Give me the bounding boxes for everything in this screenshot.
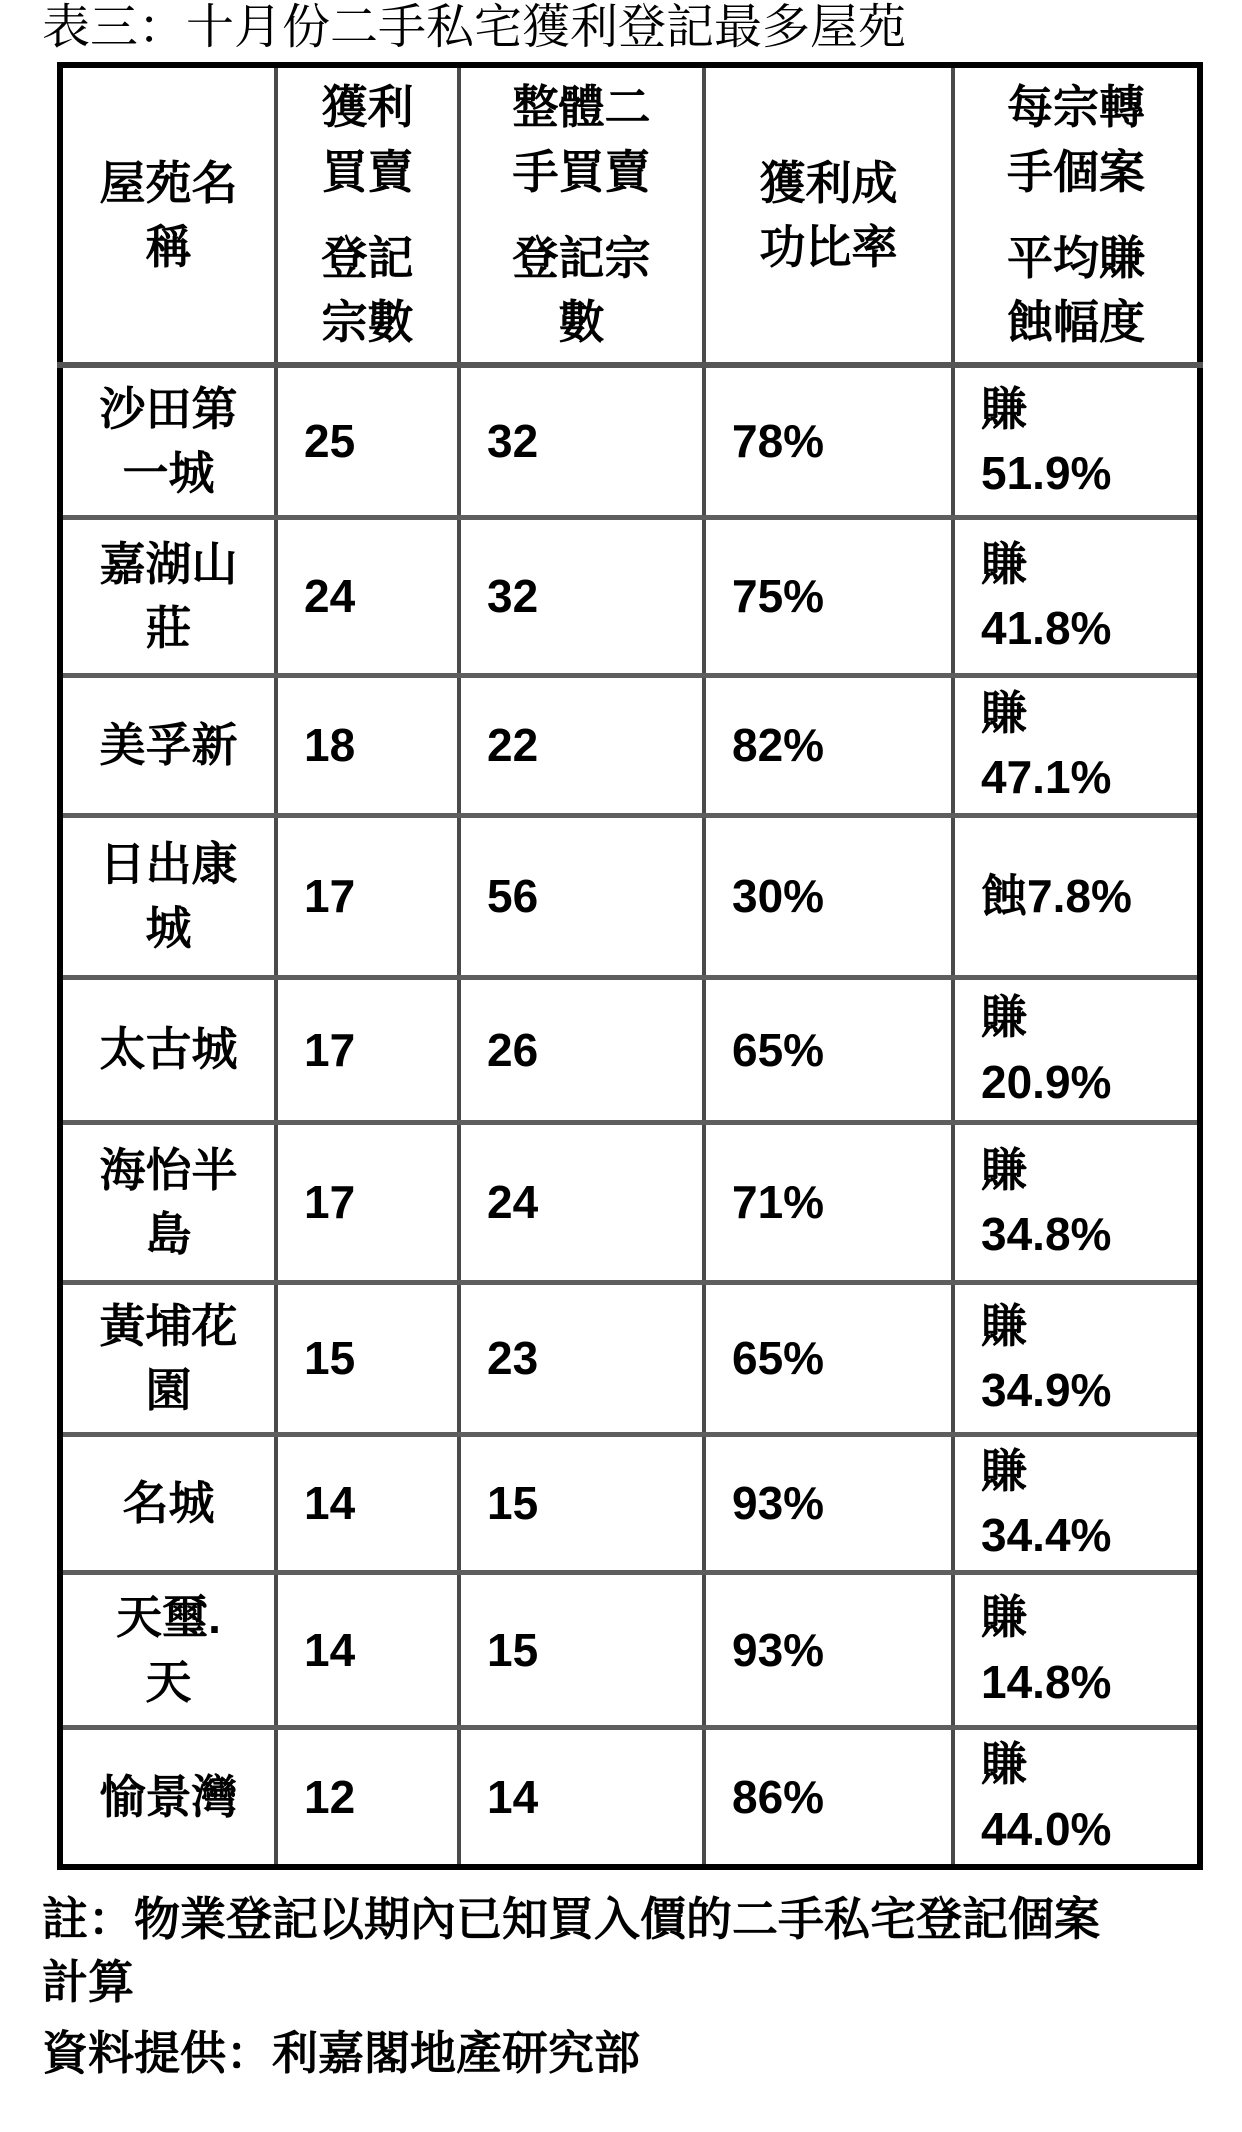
table-row — [60, 517, 1200, 675]
cell-line: 獲利 — [321, 81, 414, 134]
estates-table — [57, 62, 1203, 1870]
header-cell-avg-change — [953, 65, 1200, 365]
cell-line: 平均賺 — [1007, 232, 1145, 284]
header-cell-success-rate — [704, 65, 953, 365]
cell-line: 城 — [145, 902, 192, 954]
profit-count-cell: 12 — [276, 1727, 459, 1867]
profit-count-cell: 18 — [276, 675, 459, 815]
cell-line: 51.9% — [981, 447, 1112, 500]
avg-change-cell — [953, 1434, 1200, 1572]
avg-change-cell — [953, 1572, 1200, 1727]
estate-name-cell — [60, 365, 276, 517]
cell-line: 天 — [145, 1655, 192, 1708]
avg-change-cell — [953, 1122, 1200, 1282]
cell-line: 賺 — [981, 382, 1027, 435]
table-row — [60, 1727, 1200, 1867]
cell-line: 愉景灣 — [99, 1770, 238, 1823]
success-rate-cell: 75% — [704, 517, 953, 675]
success-rate-cell: 93% — [704, 1572, 953, 1727]
table-body — [60, 365, 1200, 1867]
cell-line: 47.1% — [981, 751, 1112, 803]
cell-line: 14.8% — [981, 1655, 1112, 1708]
page-title: 表三：十月份二手私宅獲利登記最多屋苑 — [42, 1, 907, 54]
avg-change-cell — [953, 815, 1200, 977]
cell-line: 沙田第 — [99, 382, 238, 435]
cell-line: 蝕幅度 — [1007, 296, 1145, 349]
table-row — [60, 1572, 1200, 1727]
table-row — [60, 815, 1200, 977]
cell-line: 登記宗 — [512, 232, 651, 284]
table-row — [60, 1282, 1200, 1434]
profit-count-cell: 25 — [276, 365, 459, 517]
cell-line: 34.8% — [981, 1208, 1112, 1260]
total-count-cell: 32 — [459, 365, 704, 517]
cell-line: 手買賣 — [512, 145, 651, 198]
estate-name-cell — [60, 517, 276, 675]
total-count-cell: 56 — [459, 815, 704, 977]
cell-line: 手個案 — [1007, 145, 1145, 198]
cell-line: 賺 — [981, 1143, 1027, 1196]
profit-count-cell: 14 — [276, 1434, 459, 1572]
total-count-cell: 14 — [459, 1727, 704, 1867]
profit-count-cell: 17 — [276, 977, 459, 1122]
success-rate-cell: 78% — [704, 365, 953, 517]
header-cell-estate — [60, 65, 276, 365]
success-rate-cell: 65% — [704, 1282, 953, 1434]
table-row — [60, 675, 1200, 815]
profit-count-cell: 17 — [276, 815, 459, 977]
profit-count-cell: 24 — [276, 517, 459, 675]
cell-line: 一城 — [122, 447, 215, 500]
cell-line: 41.8% — [981, 602, 1112, 654]
estate-name-cell — [60, 977, 276, 1122]
header-cell-total-count — [459, 65, 704, 365]
success-rate-cell: 30% — [704, 815, 953, 977]
cell-line: 賺 — [981, 1738, 1027, 1791]
total-count-cell: 24 — [459, 1122, 704, 1282]
cell-line: 賺 — [981, 537, 1027, 590]
estate-name-cell — [60, 1282, 276, 1434]
header-paragraph — [461, 226, 702, 355]
total-count-cell: 26 — [459, 977, 704, 1122]
table-header-row — [60, 65, 1200, 365]
avg-change-cell — [953, 1727, 1200, 1867]
profit-count-cell: 17 — [276, 1122, 459, 1282]
estate-name-cell — [60, 1727, 276, 1867]
total-count-cell: 23 — [459, 1282, 704, 1434]
cell-line: 每宗轉 — [1007, 81, 1145, 134]
avg-change-cell — [953, 977, 1200, 1122]
table-row — [60, 1434, 1200, 1572]
estate-name-cell — [60, 1122, 276, 1282]
cell-line: 登記 — [321, 232, 414, 284]
cell-line: 天璽. — [116, 1591, 221, 1644]
source-note: 資料提供：利嘉閣地產研究部 — [42, 2026, 640, 2079]
success-rate-cell: 93% — [704, 1434, 953, 1572]
cell-line: 蝕7.8% — [981, 869, 1132, 922]
cell-line: 賺 — [981, 991, 1027, 1044]
cell-line: 賺 — [981, 1444, 1027, 1497]
table-row — [60, 977, 1200, 1122]
cell-line: 日出康 — [99, 837, 238, 890]
header-paragraph — [706, 151, 951, 280]
table-row — [60, 1122, 1200, 1282]
total-count-cell: 32 — [459, 517, 704, 675]
cell-line: 美孚新 — [99, 718, 238, 771]
header-paragraph — [955, 75, 1197, 204]
cell-line: 34.4% — [981, 1509, 1112, 1561]
cell-line: 賺 — [981, 1299, 1027, 1352]
cell-line: 宗數 — [321, 296, 414, 349]
avg-change-cell — [953, 517, 1200, 675]
success-rate-cell: 65% — [704, 977, 953, 1122]
cell-line: 島 — [145, 1208, 192, 1260]
total-count-cell: 22 — [459, 675, 704, 815]
cell-line: 黃埔花 — [99, 1299, 238, 1352]
avg-change-cell — [953, 675, 1200, 815]
success-rate-cell: 82% — [704, 675, 953, 815]
cell-line: 名城 — [122, 1476, 215, 1529]
estate-name-cell — [60, 675, 276, 815]
header-paragraph — [461, 75, 702, 204]
total-count-cell: 15 — [459, 1572, 704, 1727]
cell-line: 功比率 — [759, 221, 898, 273]
cell-line: 海怡半 — [99, 1143, 238, 1196]
footnote — [42, 1888, 1222, 2015]
cell-line: 賺 — [981, 686, 1027, 739]
cell-line: 34.9% — [981, 1364, 1112, 1416]
cell-line: 賺 — [981, 1591, 1027, 1644]
header-paragraph — [63, 151, 274, 280]
success-rate-cell: 71% — [704, 1122, 953, 1282]
cell-line: 稱 — [145, 221, 192, 273]
estate-name-cell — [60, 815, 276, 977]
header-paragraph — [955, 226, 1197, 355]
total-count-cell: 15 — [459, 1434, 704, 1572]
estate-name-cell — [60, 1572, 276, 1727]
cell-line: 44.0% — [981, 1802, 1112, 1855]
cell-line: 數 — [558, 296, 605, 349]
cell-line: 屋苑名 — [99, 156, 238, 209]
cell-line: 20.9% — [981, 1055, 1112, 1108]
profit-count-cell: 14 — [276, 1572, 459, 1727]
cell-line: 獲利成 — [759, 156, 898, 209]
success-rate-cell: 86% — [704, 1727, 953, 1867]
avg-change-cell — [953, 365, 1200, 517]
cell-line: 整體二 — [512, 81, 651, 134]
cell-line: 太古城 — [99, 1023, 238, 1076]
estate-name-cell — [60, 1434, 276, 1572]
cell-line: 嘉湖山 — [99, 537, 238, 590]
header-cell-profit-count — [276, 65, 459, 365]
table-row — [60, 365, 1200, 517]
cell-line: 園 — [145, 1364, 192, 1416]
avg-change-cell — [953, 1282, 1200, 1434]
cell-line: 計算 — [42, 1956, 134, 2009]
cell-line: 買賣 — [321, 145, 414, 198]
profit-count-cell: 15 — [276, 1282, 459, 1434]
header-paragraph — [278, 226, 457, 355]
cell-line: 註：物業登記以期內已知買入價的二手私宅登記個案 — [42, 1893, 1100, 1945]
cell-line: 莊 — [145, 602, 192, 654]
header-paragraph — [278, 75, 457, 204]
